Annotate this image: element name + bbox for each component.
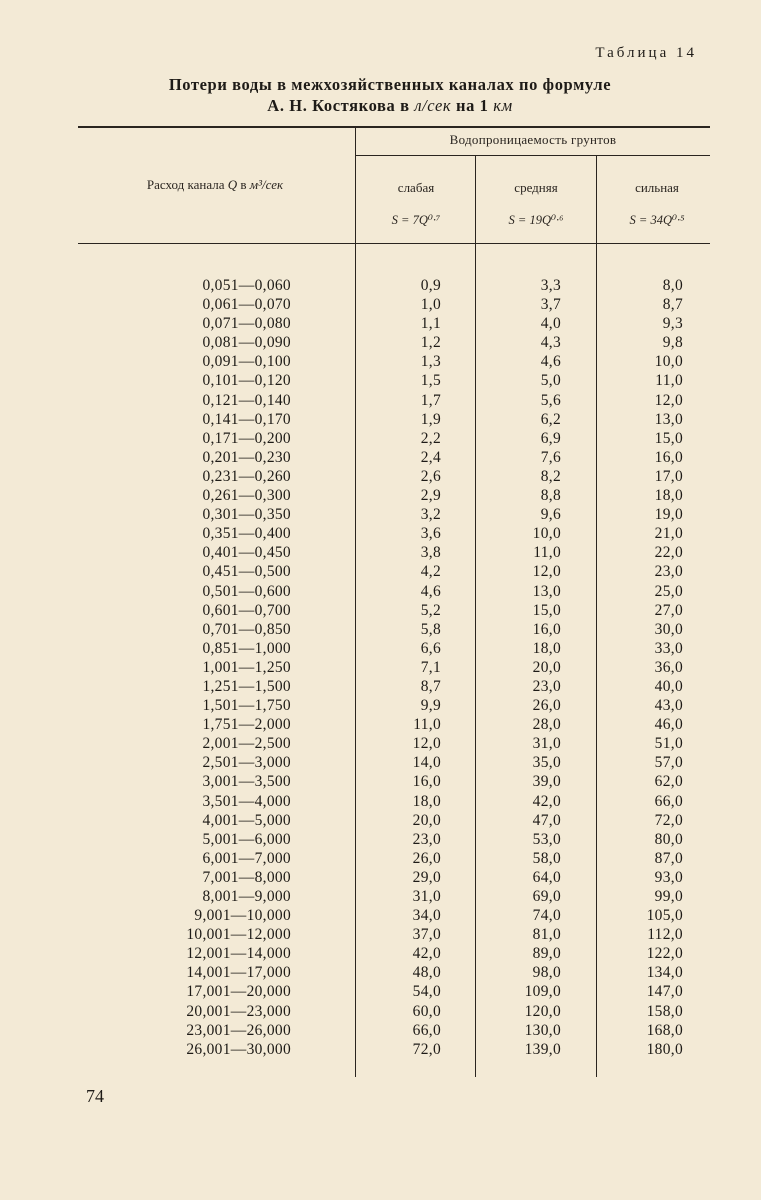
table-row — [0, 696, 761, 715]
cell-weak: 16,0 — [412, 773, 441, 791]
cell-flow-range: 0,071—0,080 — [202, 315, 291, 333]
table-row — [0, 505, 761, 524]
cell-strong: 11,0 — [655, 372, 683, 390]
cell-strong: 57,0 — [654, 754, 683, 772]
cell-strong: 30,0 — [654, 620, 683, 638]
cell-weak: 1,1 — [420, 315, 441, 333]
cell-flow-range: 12,001—14,000 — [186, 945, 291, 963]
header-weak-formula: S = 7Q⁰·⁷ — [391, 213, 441, 227]
cell-strong: 105,0 — [646, 907, 683, 925]
table-row — [0, 410, 761, 429]
cell-medium: 47,0 — [532, 811, 561, 829]
cell-weak: 54,0 — [412, 983, 441, 1001]
cell-weak: 1,0 — [420, 296, 441, 314]
table-row — [0, 639, 761, 658]
cell-medium: 89,0 — [532, 945, 561, 963]
table-row — [0, 982, 761, 1001]
table-row — [0, 562, 761, 581]
cell-medium: 98,0 — [532, 964, 561, 982]
cell-medium: 3,7 — [540, 296, 561, 314]
cell-strong: 17,0 — [654, 467, 683, 485]
header-medium-label: средняя — [514, 180, 558, 195]
cell-weak: 37,0 — [412, 926, 441, 944]
cell-weak: 3,8 — [420, 544, 441, 562]
table-title-line-1: Потери воды в межхозяйственных каналах по формуле — [168, 75, 612, 94]
table-row — [0, 753, 761, 772]
cell-weak: 1,5 — [420, 372, 441, 390]
cell-strong: 8,0 — [662, 277, 683, 294]
cell-strong: 46,0 — [654, 716, 683, 734]
cell-weak: 0,9 — [420, 277, 441, 294]
cell-flow-range: 3,501—4,000 — [202, 792, 291, 810]
cell-medium: 6,9 — [540, 429, 561, 447]
group-header-rule — [355, 155, 710, 156]
cell-weak: 11,0 — [413, 716, 441, 734]
cell-weak: 12,0 — [412, 735, 441, 753]
cell-strong: 27,0 — [654, 601, 683, 619]
cell-strong: 122,0 — [646, 945, 683, 963]
cell-medium: 4,3 — [540, 334, 561, 352]
cell-weak: 2,6 — [420, 467, 441, 485]
table-row — [0, 849, 761, 868]
cell-flow-range: 1,251—1,500 — [202, 677, 291, 695]
cell-weak: 3,2 — [420, 506, 441, 524]
cell-flow-range: 0,231—0,260 — [202, 467, 291, 485]
table-row — [0, 314, 761, 333]
table-number-label: Таблица 14 — [595, 45, 697, 61]
cell-medium: 120,0 — [524, 1002, 561, 1020]
header-flow-rate-mid: в — [237, 177, 250, 192]
cell-strong: 36,0 — [654, 658, 683, 676]
cell-flow-range: 0,171—0,200 — [202, 429, 291, 447]
cell-weak: 66,0 — [412, 1021, 441, 1039]
table-row — [0, 715, 761, 734]
cell-medium: 58,0 — [532, 849, 561, 867]
table-row — [0, 963, 761, 982]
title-unit-length: км — [493, 96, 513, 115]
cell-flow-range: 0,201—0,230 — [202, 448, 291, 466]
cell-flow-range: 26,001—30,000 — [186, 1040, 291, 1058]
cell-weak: 4,6 — [420, 582, 441, 600]
cell-weak: 5,8 — [420, 620, 441, 638]
cell-strong: 99,0 — [654, 888, 683, 905]
cell-strong: 15,0 — [654, 429, 683, 447]
header-bottom-rule — [78, 243, 710, 244]
cell-strong: 22,0 — [654, 544, 683, 562]
cell-flow-range: 0,451—0,500 — [202, 563, 291, 581]
cell-weak: 2,9 — [420, 487, 441, 505]
cell-strong: 51,0 — [654, 735, 683, 753]
table-row — [0, 333, 761, 352]
table-row — [0, 944, 761, 963]
cell-medium: 69,0 — [532, 888, 561, 905]
table-row — [0, 620, 761, 639]
cell-weak: 72,0 — [412, 1040, 441, 1058]
cell-strong: 8,7 — [662, 296, 683, 314]
table-row — [0, 352, 761, 371]
table-row — [0, 467, 761, 486]
cell-strong: 147,0 — [646, 983, 683, 1001]
cell-weak: 9,9 — [420, 697, 441, 715]
title-line-2-mid: на 1 — [451, 96, 494, 115]
table-row — [0, 925, 761, 944]
cell-flow-range: 0,051—0,060 — [202, 277, 291, 294]
cell-weak: 20,0 — [412, 811, 441, 829]
cell-strong: 43,0 — [654, 697, 683, 715]
cell-flow-range: 1,751—2,000 — [202, 716, 291, 734]
table-row — [0, 601, 761, 620]
cell-flow-range: 0,601—0,700 — [202, 601, 291, 619]
table-row — [0, 448, 761, 467]
header-medium — [477, 180, 595, 228]
cell-weak: 60,0 — [412, 1002, 441, 1020]
table-row — [0, 582, 761, 601]
cell-flow-range: 0,501—0,600 — [202, 582, 291, 600]
cell-medium: 9,6 — [540, 506, 561, 524]
table-row — [0, 295, 761, 314]
cell-flow-range: 2,001—2,500 — [202, 735, 291, 753]
table-row — [0, 1002, 761, 1021]
cell-strong: 168,0 — [646, 1021, 683, 1039]
table-row — [0, 486, 761, 505]
cell-flow-range: 0,301—0,350 — [202, 506, 291, 524]
cell-strong: 18,0 — [654, 487, 683, 505]
table-row — [0, 391, 761, 410]
cell-medium: 5,6 — [540, 391, 561, 409]
cell-flow-range: 0,261—0,300 — [202, 487, 291, 505]
cell-weak: 31,0 — [412, 888, 441, 905]
cell-strong: 23,0 — [654, 563, 683, 581]
cell-weak: 42,0 — [412, 945, 441, 963]
table-row — [0, 772, 761, 791]
cell-flow-range: 23,001—26,000 — [186, 1021, 291, 1039]
cell-weak: 2,2 — [420, 429, 441, 447]
cell-weak: 4,2 — [420, 563, 441, 581]
table-row — [0, 658, 761, 677]
cell-strong: 66,0 — [654, 792, 683, 810]
cell-weak: 29,0 — [412, 868, 441, 886]
cell-flow-range: 0,061—0,070 — [202, 296, 291, 314]
cell-weak: 2,4 — [420, 448, 441, 466]
cell-strong: 62,0 — [654, 773, 683, 791]
cell-flow-range: 1,501—1,750 — [202, 697, 291, 715]
cell-flow-range: 20,001—23,000 — [186, 1002, 291, 1020]
cell-strong: 10,0 — [654, 353, 683, 371]
cell-flow-range: 1,001—1,250 — [202, 658, 291, 676]
table-title — [60, 74, 720, 116]
table-row — [0, 906, 761, 925]
table-row — [0, 677, 761, 696]
header-weak-label: слабая — [397, 180, 435, 195]
cell-flow-range: 14,001—17,000 — [186, 964, 291, 982]
cell-medium: 4,6 — [540, 353, 561, 371]
cell-flow-range: 0,401—0,450 — [202, 544, 291, 562]
cell-strong: 87,0 — [654, 849, 683, 867]
table-row — [0, 429, 761, 448]
cell-medium: 4,0 — [540, 315, 561, 333]
cell-medium: 18,0 — [532, 639, 561, 657]
cell-flow-range: 0,141—0,170 — [202, 410, 291, 428]
header-strong-label: сильная — [635, 180, 679, 195]
cell-strong: 180,0 — [646, 1040, 683, 1058]
cell-weak: 26,0 — [412, 849, 441, 867]
cell-flow-range: 0,081—0,090 — [202, 334, 291, 352]
header-weak — [357, 180, 475, 228]
table-body — [0, 276, 761, 1059]
table-row — [0, 887, 761, 906]
table-row — [0, 524, 761, 543]
cell-medium: 26,0 — [532, 697, 561, 715]
table-row — [0, 830, 761, 849]
cell-weak: 6,6 — [420, 639, 441, 657]
header-flow-rate-pre: Расход канала — [146, 177, 228, 192]
page-number: 74 — [86, 1086, 104, 1106]
table-row — [0, 1021, 761, 1040]
cell-medium: 13,0 — [532, 582, 561, 600]
cell-medium: 11,0 — [533, 544, 561, 562]
cell-flow-range: 4,001—5,000 — [202, 811, 291, 829]
cell-medium: 81,0 — [532, 926, 561, 944]
table-top-rule — [78, 126, 710, 128]
cell-strong: 158,0 — [646, 1002, 683, 1020]
cell-medium: 8,8 — [540, 487, 561, 505]
cell-weak: 18,0 — [412, 792, 441, 810]
cell-strong: 13,0 — [654, 410, 683, 428]
cell-flow-range: 7,001—8,000 — [202, 868, 291, 886]
cell-flow-range: 8,001—9,000 — [202, 888, 291, 905]
cell-strong: 93,0 — [654, 868, 683, 886]
cell-flow-range: 0,121—0,140 — [202, 391, 291, 409]
cell-strong: 21,0 — [654, 525, 683, 543]
header-flow-rate — [80, 177, 350, 193]
cell-medium: 39,0 — [532, 773, 561, 791]
cell-flow-range: 10,001—12,000 — [186, 926, 291, 944]
table-row — [0, 734, 761, 753]
cell-strong: 112,0 — [647, 926, 683, 944]
cell-flow-range: 0,701—0,850 — [202, 620, 291, 638]
cell-medium: 139,0 — [524, 1040, 561, 1058]
cell-medium: 64,0 — [532, 868, 561, 886]
cell-strong: 80,0 — [654, 830, 683, 848]
cell-medium: 42,0 — [532, 792, 561, 810]
cell-medium: 7,6 — [540, 448, 561, 466]
cell-medium: 130,0 — [524, 1021, 561, 1039]
cell-medium: 109,0 — [524, 983, 561, 1001]
table-row — [0, 811, 761, 830]
cell-weak: 1,7 — [420, 391, 441, 409]
title-line-2-text: А. Н. Костякова в — [267, 96, 415, 115]
cell-medium: 28,0 — [532, 716, 561, 734]
cell-weak: 1,3 — [420, 353, 441, 371]
cell-medium: 74,0 — [532, 907, 561, 925]
table-row — [0, 868, 761, 887]
cell-medium: 31,0 — [532, 735, 561, 753]
cell-medium: 23,0 — [532, 677, 561, 695]
cell-medium: 5,0 — [540, 372, 561, 390]
cell-weak: 1,2 — [420, 334, 441, 352]
cell-flow-range: 5,001—6,000 — [202, 830, 291, 848]
cell-flow-range: 0,351—0,400 — [202, 525, 291, 543]
header-soil-permeability: Водопроницаемость грунтов — [449, 132, 617, 147]
cell-medium: 20,0 — [532, 658, 561, 676]
cell-medium: 35,0 — [532, 754, 561, 772]
header-medium-formula: S = 19Q⁰·⁶ — [508, 213, 564, 227]
cell-medium: 12,0 — [532, 563, 561, 581]
cell-weak: 14,0 — [412, 754, 441, 772]
cell-weak: 5,2 — [420, 601, 441, 619]
cell-flow-range: 6,001—7,000 — [202, 849, 291, 867]
cell-medium: 6,2 — [540, 410, 561, 428]
table-row — [0, 543, 761, 562]
cell-weak: 34,0 — [412, 907, 441, 925]
cell-medium: 16,0 — [532, 620, 561, 638]
cell-medium: 3,3 — [540, 277, 561, 294]
table-row — [0, 276, 761, 295]
header-strong — [598, 180, 716, 228]
cell-flow-range: 9,001—10,000 — [194, 907, 291, 925]
cell-weak: 48,0 — [412, 964, 441, 982]
cell-weak: 3,6 — [420, 525, 441, 543]
header-flow-rate-symbol: Q — [227, 177, 238, 192]
cell-strong: 40,0 — [654, 677, 683, 695]
header-flow-rate-unit: м³/сек — [249, 177, 284, 192]
cell-flow-range: 0,101—0,120 — [202, 372, 291, 390]
cell-flow-range: 0,091—0,100 — [202, 353, 291, 371]
cell-flow-range: 0,851—1,000 — [202, 639, 291, 657]
cell-flow-range: 3,001—3,500 — [202, 773, 291, 791]
cell-medium: 53,0 — [532, 830, 561, 848]
table-row — [0, 371, 761, 390]
cell-weak: 7,1 — [420, 658, 441, 676]
cell-medium: 8,2 — [540, 467, 561, 485]
cell-strong: 25,0 — [654, 582, 683, 600]
table-title-line-2 — [60, 95, 720, 116]
cell-medium: 15,0 — [532, 601, 561, 619]
table-row — [0, 1040, 761, 1059]
cell-weak: 23,0 — [412, 830, 441, 848]
cell-strong: 9,8 — [662, 334, 683, 352]
cell-medium: 10,0 — [532, 525, 561, 543]
cell-strong: 134,0 — [646, 964, 683, 982]
cell-weak: 1,9 — [420, 410, 441, 428]
cell-weak: 8,7 — [420, 677, 441, 695]
cell-flow-range: 2,501—3,000 — [202, 754, 291, 772]
cell-strong: 19,0 — [654, 506, 683, 524]
cell-strong: 16,0 — [654, 448, 683, 466]
table-row — [0, 792, 761, 811]
cell-strong: 33,0 — [654, 639, 683, 657]
cell-strong: 12,0 — [654, 391, 683, 409]
cell-strong: 9,3 — [662, 315, 683, 333]
title-unit-flow: л/сек — [414, 96, 452, 115]
cell-flow-range: 17,001—20,000 — [186, 983, 291, 1001]
header-strong-formula: S = 34Q⁰·⁵ — [629, 213, 685, 227]
cell-strong: 72,0 — [654, 811, 683, 829]
